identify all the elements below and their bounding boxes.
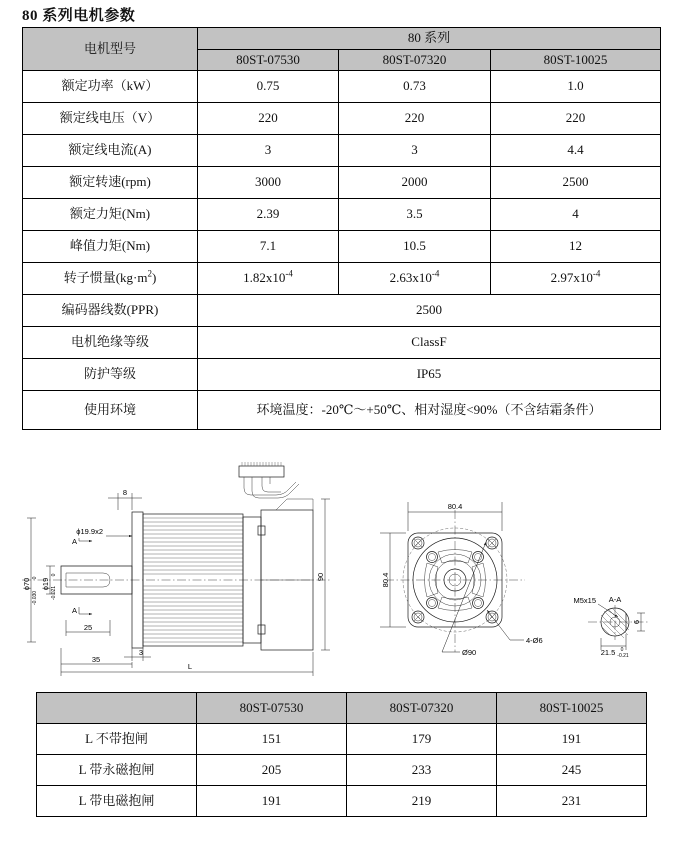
spec-row-label: 电机绝缘等级 xyxy=(23,327,198,359)
dim-text-across-flat: 21.5 xyxy=(600,648,616,657)
inertia-mantissa: 1.82x10 xyxy=(243,270,286,286)
spec-cell: 3 xyxy=(198,135,339,167)
dim-text-flange-height: 80.4 xyxy=(381,572,390,588)
section-title-aa: A-A xyxy=(608,595,622,604)
dim-text-thread: M5x15 xyxy=(573,596,596,605)
section-mark-a-bottom xyxy=(72,606,92,615)
spec-cell: 10.5 xyxy=(339,231,491,263)
spec-row-label: 额定线电压（V） xyxy=(23,103,198,135)
table-row xyxy=(23,295,661,327)
spec-model-header-0: 80ST-07530 xyxy=(198,50,339,71)
table-row xyxy=(23,263,661,295)
section-letter-a-top: A xyxy=(72,537,78,546)
terminal-top xyxy=(258,526,265,535)
length-model-header-2: 80ST-10025 xyxy=(497,693,647,724)
table-row xyxy=(23,103,661,135)
table-row xyxy=(37,755,647,786)
spec-model-header-1: 80ST-07320 xyxy=(339,50,491,71)
dim-text-outer-dia-tol-bot: -0.030 xyxy=(32,590,38,606)
dim-shaft-length xyxy=(61,648,132,668)
spec-cell: 2000 xyxy=(339,167,491,199)
inertia-exponent: -4 xyxy=(431,268,440,279)
spec-cell xyxy=(491,263,661,295)
inertia-label-superscript: 2 xyxy=(147,268,152,279)
motor-spec-table xyxy=(22,27,661,430)
length-cell: 205 xyxy=(197,755,347,786)
dim-text-body-height: 90 xyxy=(316,572,325,582)
spec-cell xyxy=(339,263,491,295)
dim-text-flange-width: 80.4 xyxy=(447,502,463,511)
spec-row-label-header: 电机型号 xyxy=(23,28,198,71)
dim-shaft-flat-length xyxy=(108,488,142,510)
spec-cell: 3000 xyxy=(198,167,339,199)
spec-cell: 1.0 xyxy=(491,71,661,103)
spec-cell: 2500 xyxy=(491,167,661,199)
spec-header-row-1 xyxy=(23,28,661,50)
dim-text-outer-dia: ϕ70 xyxy=(22,577,31,591)
dim-flange-thickness xyxy=(124,648,151,661)
spec-cell: 0.73 xyxy=(339,71,491,103)
length-model-header-1: 80ST-07320 xyxy=(347,693,497,724)
dim-text-shaft-dia-tol-bot: -0.021 xyxy=(51,585,57,601)
terminal-bottom xyxy=(258,625,265,634)
length-cell: 191 xyxy=(197,786,347,817)
spec-row-label: 使用环境 xyxy=(23,391,198,430)
spec-row-label: 额定转速(rpm) xyxy=(23,167,198,199)
spec-cell: 7.1 xyxy=(198,231,339,263)
inertia-mantissa: 2.63x10 xyxy=(389,270,432,286)
spec-cell: 12 xyxy=(491,231,661,263)
dim-body-height xyxy=(316,499,330,650)
table-row xyxy=(23,359,661,391)
inertia-mantissa: 2.97x10 xyxy=(550,270,593,286)
housing-chamfer xyxy=(276,499,313,510)
dim-shaft-dia xyxy=(41,566,57,600)
length-row-label: L 带永磁抱闸 xyxy=(37,755,197,786)
dim-text-shaft-dia-tol-top: 0 xyxy=(51,573,57,577)
motor-dimension-drawing xyxy=(0,462,683,684)
inertia-exponent: -4 xyxy=(592,268,601,279)
inertia-exponent: -4 xyxy=(285,268,293,279)
spec-series-header: 80 系列 xyxy=(198,28,661,50)
length-cell: 245 xyxy=(497,755,647,786)
section-mark-a-top xyxy=(72,537,92,546)
inertia-label-tail: ) xyxy=(151,270,157,286)
section-view-aa xyxy=(573,595,648,659)
length-header-row xyxy=(37,693,647,724)
dim-text-shaft-flat: 8 xyxy=(122,488,128,497)
spec-cell-merged: 2500 xyxy=(198,295,661,327)
spec-cell-merged: ClassF xyxy=(198,327,661,359)
spec-row-label: 额定线电流(A) xyxy=(23,135,198,167)
table-row xyxy=(23,167,661,199)
length-row-label: L 不带抱闸 xyxy=(37,724,197,755)
dim-text-holes: 4-Ø6 xyxy=(526,636,543,645)
length-cell: 233 xyxy=(347,755,497,786)
front-view xyxy=(380,502,543,657)
table-row xyxy=(23,391,661,430)
spec-cell-merged: 环境温度：-20℃～+50℃、相对湿度<90%（不含结霜条件） xyxy=(198,391,661,430)
spec-cell-merged: IP65 xyxy=(198,359,661,391)
spec-cell: 3 xyxy=(339,135,491,167)
dim-pilot-dia xyxy=(442,542,486,657)
dim-text-shaft-dia: ϕ19 xyxy=(41,577,50,591)
spec-row-label: 防护等级 xyxy=(23,359,198,391)
dim-text-shaft-dia-tol: ϕ19.9x2 xyxy=(76,527,103,536)
table-row xyxy=(23,135,661,167)
page-title: 80 系列电机参数 xyxy=(22,8,136,24)
spec-model-header-2: 80ST-10025 xyxy=(491,50,661,71)
dim-shaft-dia-tol xyxy=(76,527,132,536)
spec-cell: 3.5 xyxy=(339,199,491,231)
inertia-label-base: 转子惯量(kg·m xyxy=(63,270,148,286)
spec-cell: 4.4 xyxy=(491,135,661,167)
length-cell: 179 xyxy=(347,724,497,755)
spec-row-label: 峰值力矩(Nm) xyxy=(23,231,198,263)
spec-cell: 220 xyxy=(491,103,661,135)
table-row xyxy=(37,786,647,817)
cable-bundle xyxy=(239,462,299,498)
side-view xyxy=(22,462,330,676)
spec-cell: 220 xyxy=(339,103,491,135)
table-row xyxy=(23,199,661,231)
dim-text-flange-thickness: 3 xyxy=(138,648,144,657)
table-row xyxy=(23,327,661,359)
length-cell: 151 xyxy=(197,724,347,755)
length-model-header-0: 80ST-07530 xyxy=(197,693,347,724)
length-cell: 219 xyxy=(347,786,497,817)
length-row-label: L 带电磁抱闸 xyxy=(37,786,197,817)
spec-cell: 4 xyxy=(491,199,661,231)
table-row xyxy=(37,724,647,755)
table-row xyxy=(23,231,661,263)
dim-text-shaft-length: 35 xyxy=(91,655,101,664)
length-cell: 231 xyxy=(497,786,647,817)
dim-text-across-flat-tol-bot: -0.21 xyxy=(617,653,629,659)
spec-cell: 2.39 xyxy=(198,199,339,231)
spec-row-label: 额定力矩(Nm) xyxy=(23,199,198,231)
spec-cell: 220 xyxy=(198,103,339,135)
dim-key-length xyxy=(66,620,110,636)
dim-text-key-height: 6 xyxy=(632,619,641,625)
spec-row-label xyxy=(23,263,198,295)
dim-text-overall-length: L xyxy=(187,662,193,671)
motor-length-table xyxy=(36,692,647,817)
dim-text-outer-dia-tol-top: 0 xyxy=(32,576,38,580)
drawing-svg xyxy=(0,462,683,684)
dim-text-across-flat-tol-top: 0 xyxy=(620,647,624,653)
dim-text-pilot-dia: Ø90 xyxy=(462,648,477,657)
spec-row-label: 编码器线数(PPR) xyxy=(23,295,198,327)
spec-row-label: 额定功率（kW） xyxy=(23,71,198,103)
length-corner-cell xyxy=(37,693,197,724)
dim-outer-dia xyxy=(22,518,38,642)
table-row xyxy=(23,71,661,103)
section-letter-a-bottom: A xyxy=(72,606,78,615)
spec-cell xyxy=(198,263,339,295)
dim-text-key-length: 25 xyxy=(83,623,93,632)
length-cell: 191 xyxy=(497,724,647,755)
spec-cell: 0.75 xyxy=(198,71,339,103)
